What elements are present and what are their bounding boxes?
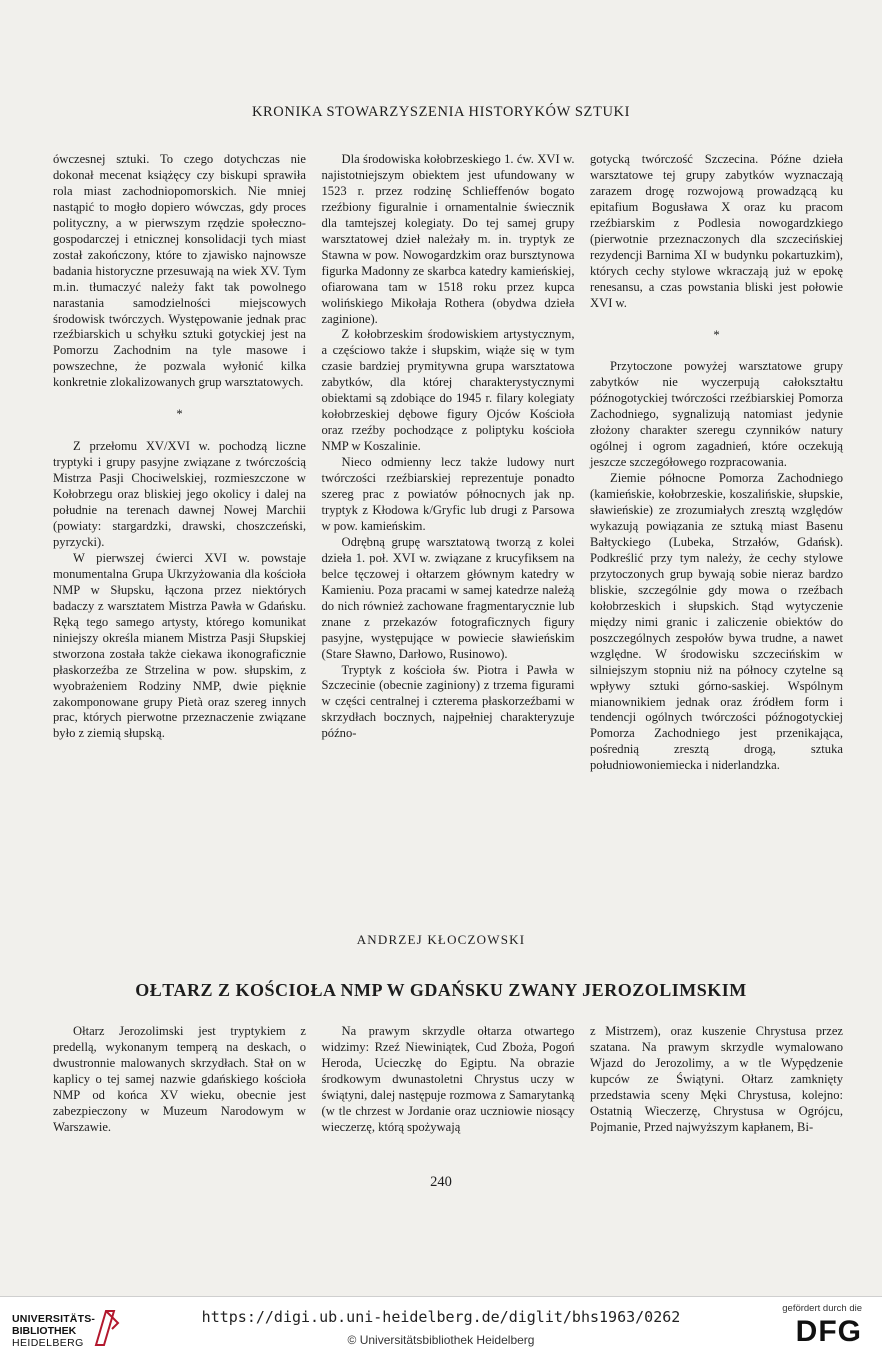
paragraph: Odrębną grupę warsztatową tworzą z kolei dzieła 1. poł. XVI w. związane z krucyfiksem na belce tęczowej i ołtarzem głównym katedry w Kamieniu. Poza pracami w samej katedrze należą do nich również zachowane fragmentarycznie lub znane z przekazów fotograficznych figury pasyjne, występujące w powiecie sławieńskim (Stare Sławno, Darłowo, Rusinowo).	[321, 534, 575, 661]
paragraph: z Mistrzem), oraz kuszenie Chrystusa przez szatana. Na prawym skrzydle wymalowano Wjazd do Jerozolimy, a w tle Wypędzenie kupców ze Świątyni. Ołtarz zamknięty przedstawia sceny Męki Chrystusa, kolejno: Ostatnią Wieczerzę, Chrystusa w Ogrójcu, Pojmanie, Przed najwyższym kapłanem, Bi-	[590, 1024, 843, 1134]
copyright-notice: © Universitätsbibliothek Heidelberg	[347, 1333, 535, 1347]
paragraph: Przytoczone powyżej warsztatowe grupy zabytków nie wyczerpują całokształtu późnogotyckiej twórczości rzeźbiarskiej Pomorza Zachodniego, sygnalizują natomiast jedynie złożony charakter szeregu czynników natury ogólnej i ogrom zagadnień, które oczekują jeszcze szczegółowego rozpracowania.	[590, 359, 843, 470]
article-title: OŁTARZ Z KOŚCIOŁA NMP W GDAŃSKU ZWANY JEROZOLIMSKIM	[135, 980, 747, 1000]
article-author: ANDRZEJ KŁOCZOWSKI	[356, 932, 526, 947]
bottom-column-1	[53, 1024, 306, 1136]
bottom-column-3	[590, 1024, 843, 1136]
sponsor-label: gefördert durch die	[782, 1303, 862, 1314]
paragraph: Na prawym skrzydle ołtarza otwartego widzimy: Rzeź Niewiniątek, Cud Zboża, Pogoń Heroda, Ucieczkę do Egiptu. Na obrazie środkowym dwunastoletni Chrystus uczy w świątyni, dalej następuje rozmowa z Samarytanką (w tle chrzest w Jordanie oraz uczniowie niosący wieczerzę, którą spożywają	[321, 1024, 575, 1134]
top-column-3	[590, 152, 843, 774]
top-column-2	[322, 152, 575, 774]
bottom-columns	[53, 1024, 843, 1136]
bottom-column-2	[322, 1024, 575, 1136]
top-column-1	[53, 152, 306, 774]
section-separator: *	[176, 407, 183, 422]
sponsor-logo[interactable]	[782, 1303, 862, 1348]
paragraph: Ołtarz Jerozolimski jest tryptykiem z predellą, wykonanym temperą na deskach, o dwustronnie malowanych skrzydłach. Stał on w kaplicy o tej samej nazwie gdańskiego kościoła NMP od końca XV wieku, obecnie jest zabezpieczony w Muzeum Narodowym w Warszawie.	[53, 1024, 306, 1134]
paragraph: gotycką twórczość Szczecina. Późne dzieła warsztatowe tej grupy zabytków wyznaczają zarazem drogę rozwojową prowadzącą ku epitafium Bogusława X oraz ku pracom rzeźbiarskim z Podlesia nowogardzkiego (pierwotnie przeznaczonych dla szczecińskiej rezydencji Barnima XI w budynku pokartuzkim), których cechy stylowe wkraczają już w epokę renesansu, a czas powstania bliski jest połowie XVI w.	[590, 152, 843, 310]
library-name-line1: UNIVERSITÄTS-	[12, 1313, 96, 1325]
paragraph: ówczesnej sztuki. To czego dotychczas nie dokonał mecenat książęcy czy biskupi sprawiła rola miast zachodniopomorskich. Nie mniej nastąpić to mogło dopiero wówczas, gdy proces polityczny, a w pierwszym rzędzie społeczno-gospodarczej i etnicznej konsolidacji tych miast został zakończony, które to zjawisko najnowsze badania historyczne przesuwają na wiek XV. Tym m.in. tłumaczyć należy fakt tak powolnego narastania samodzielności miejscowych środowisk twórczych. Występowanie jednak prac rzeźbiarskich u schyłku sztuki gotyckiej jest na Pomorzu Zachodnim na tyle masowe i powszechne, że pozwala wyłonić kilka konkretnie zlokalizowanych grup warsztatowych.	[53, 152, 306, 390]
library-name-line2: BIBLIOTHEK	[12, 1325, 77, 1337]
paragraph: Dla środowiska kołobrzeskiego 1. ćw. XVI w. najistotniejszym obiektem jest ufundowany w 1523 r. przez rodzinę Schlieffenów bogato rzeźbiony figuralnie i ornamentalnie świecznik dla tamtejszej kolegiaty. Do tej samej grupy warsztatowej dzieł należały m. in. tryptyk ze Stawna w pow. Nowogardzkim oraz bursztynowa figurka Madonny ze skarbca katedry kamieńskiej, ofiarowana tam w 1518 roku przez kupca wolińskiego Mikołaja Rothera (obydwa dzieła zaginione).	[321, 152, 575, 326]
footer-bar	[0, 1296, 882, 1359]
document-url-link[interactable]: https://digi.ub.uni-heidelberg.de/diglit/bhs1963/0262	[201, 1308, 681, 1326]
paragraph: Nieco odmienny lecz także ludowy nurt twórczości rzeźbiarskiej reprezentuje ponadto szereg prac z powiatów północnych jak np. tryptyk z Kłodowa k/Gryfic lub drugi z Parsowa w pow. kamieńskim.	[321, 455, 575, 533]
dfg-logo: DFG	[795, 1315, 862, 1348]
section-separator: *	[713, 327, 720, 342]
paragraph: Z przełomu XV/XVI w. pochodzą liczne tryptyki i grupy pasyjne związane z twórczością Mistrza Pasji Chociwelskiej, rozmieszczone w Kołobrzegu oraz bliskiej jego okolicy i dalej na południe na terenach dawnej Nowej Marchii (powiaty: stargardzki, drawski, choszczeński, pyrzycki).	[53, 439, 306, 549]
top-columns	[53, 152, 843, 774]
paragraph: Z kołobrzeskim środowiskiem artystycznym, a częściowo także i słupskim, wiąże się w tym czasie bardziej prymitywna grupa warsztatowa zabytków, dla której charakterystycznymi obiektami są zdobiące do 1945 r. filary kolegiaty kołobrzeskiej dębowe figury Ojców Kościoła oraz rzeźby pochodzące z poliptyku kościoła NMP w Koszalinie.	[321, 327, 575, 454]
paragraph: W pierwszej ćwierci XVI w. powstaje monumentalna Grupa Ukrzyżowania dla kościoła NMP w Słupsku, łączona przez niektórych badaczy z warsztatem Mistrza Pawła w Gdańsku. Ręką tego samego artysty, którego komunikat niniejszy określa mianem Mistrza Pasji Słupskiej stworzona została także ciekawa ikonograficznie płaskorzeźba ze Strzelina w pow. słupskim, z wyobrażeniem Rodziny NMP, dwie pięknie zakomponowane grupy Pietà oraz szereg innych prac, których pierwotne przeznaczenie związane było z ziemią słupską.	[53, 550, 306, 741]
running-head: KRONIKA STOWARZYSZENIA HISTORYKÓW SZTUKI	[251, 104, 631, 120]
library-name-line3: HEIDELBERG	[12, 1337, 84, 1349]
paragraph: Ziemie północne Pomorza Zachodniego (kamieńskie, kołobrzeskie, koszalińskie, słupskie, sławieńskie) ze zrozumiałych zresztą względów wykazują powiązania ze sztuką miast Basenu Bałtyckiego (Lubeka, Strzałów, Gdańsk). Podkreślić przy tym należy, że cechy stylowe przytoczonych grup bywają sobie nieraz bardzo bliskie, szczególnie gdy mowa o rzeźbach kołobrzeskich i słupskich. Stąd wytyczenie między nimi granic i zaliczenie obiektów do poszczególnych zespołów bywa trudne, a nawet względne. W środowisku szczecińskim w silniejszym stopniu niż na północy czytelne są wpływy sztuki górno-saskiej. Wspólnym mianownikiem jednak oraz źródłem form i tendencji ogólnych twórczości późnogotyckiej Pomorza Zachodniego jest przenikająca, pośrednią zresztą drogą, sztuka południowoniemiecka i niderlandzka.	[590, 471, 843, 773]
paragraph: Tryptyk z kościoła św. Piotra i Pawła w Szczecinie (obecnie zaginiony) z trzema figurami w części centralnej i czterema płaskorzeźbami w skrzydłach bocznych, najpełniej charakteryzuje późno-	[321, 662, 575, 741]
page-number: 240	[430, 1174, 452, 1190]
